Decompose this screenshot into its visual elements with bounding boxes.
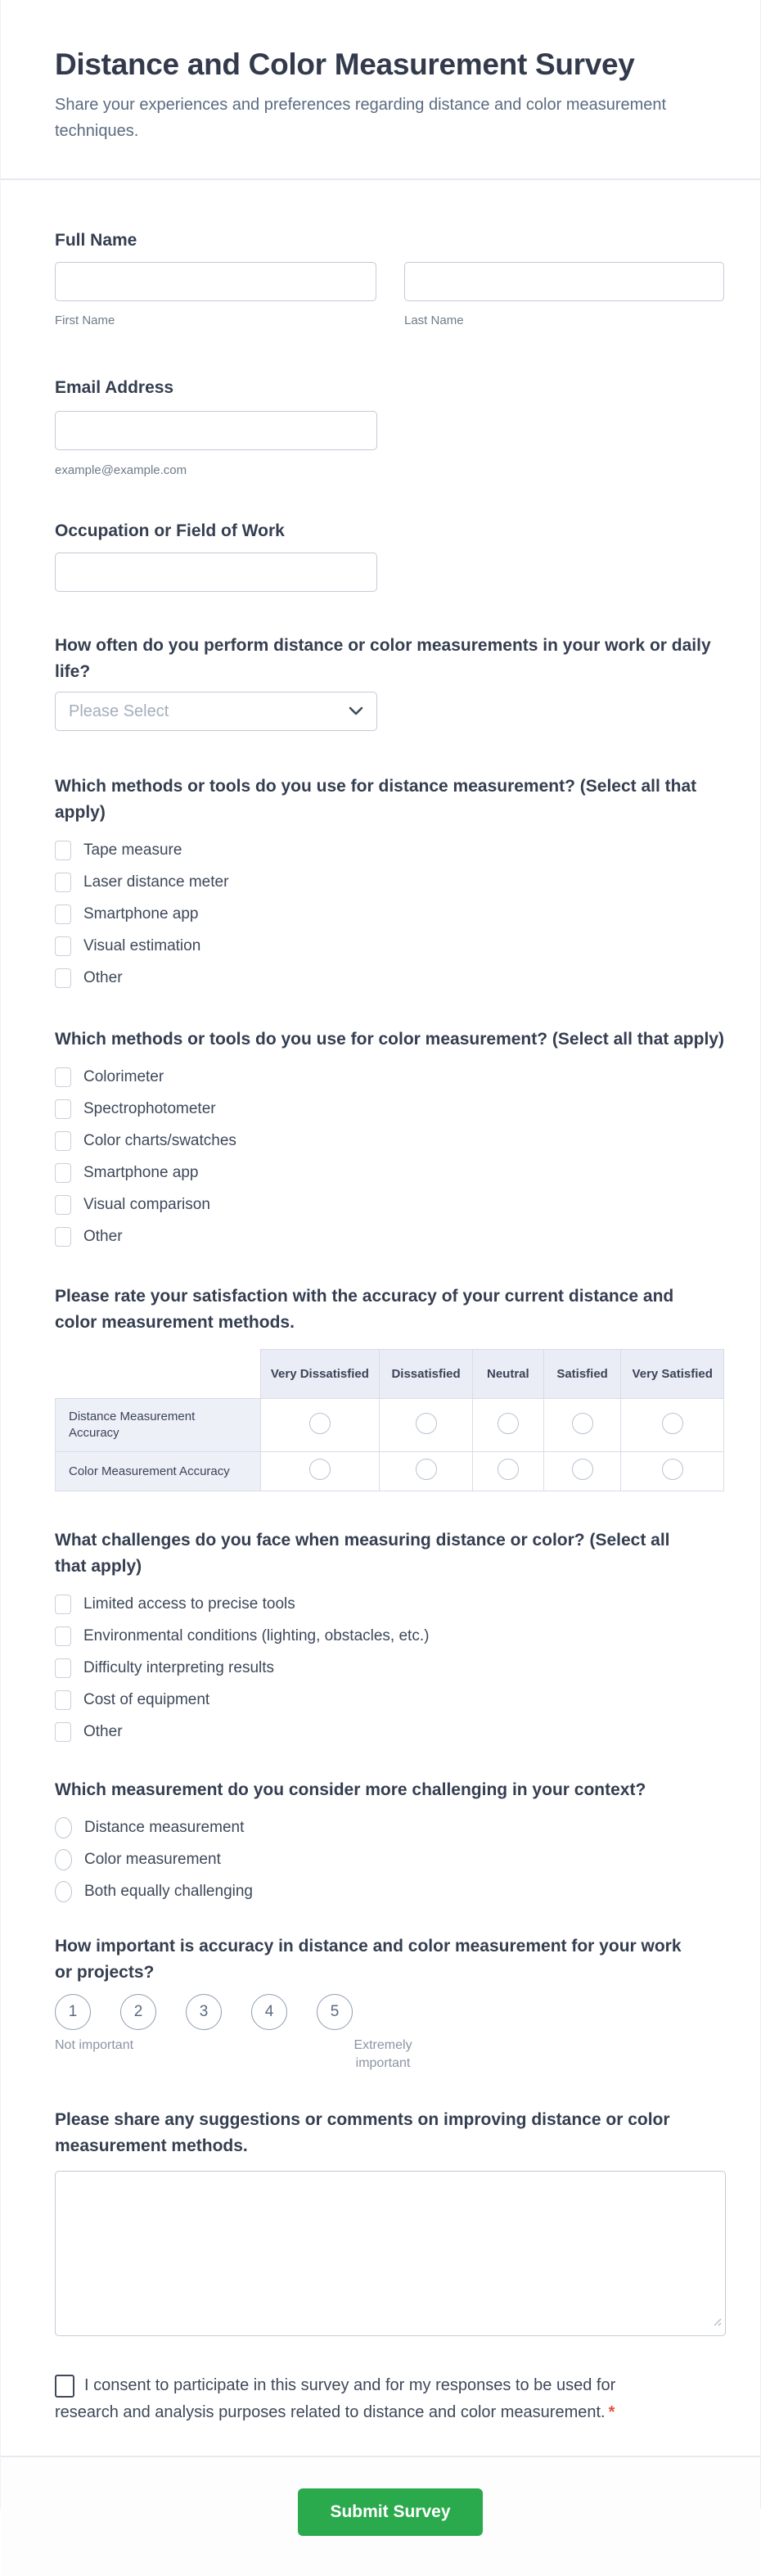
last-name-col	[404, 262, 724, 329]
option-label: Visual estimation	[83, 936, 201, 954]
question-more-challenging	[55, 1777, 724, 1907]
checkbox[interactable]	[55, 1658, 71, 1678]
checkbox-group-distance	[55, 834, 724, 994]
checkbox[interactable]	[55, 968, 71, 988]
form-body	[1, 180, 760, 2426]
matrix-cell	[380, 1399, 473, 1452]
checkbox-option[interactable]	[55, 1157, 724, 1189]
question-label: Which measurement do you consider more challenging in your context?	[55, 1780, 646, 1799]
checkbox-option[interactable]	[55, 1093, 724, 1125]
question-comments	[55, 2107, 724, 2336]
occupation-input[interactable]	[55, 553, 377, 592]
question-label: Please share any suggestions or comments on improving distance or color measurement methods.	[55, 2110, 670, 2155]
radio-button[interactable]	[55, 1881, 72, 1902]
checkbox[interactable]	[55, 905, 71, 924]
option-label: Other	[83, 968, 123, 986]
matrix-radio[interactable]	[416, 1413, 437, 1434]
question-occupation	[55, 518, 724, 592]
chevron-down-icon	[349, 706, 363, 716]
required-asterisk: *	[608, 2403, 615, 2421]
question-full-name	[55, 228, 724, 329]
matrix-col-header: Very Satisfied	[621, 1350, 724, 1399]
option-label: Tape measure	[83, 841, 182, 859]
email-input[interactable]	[55, 411, 377, 450]
checkbox-group-challenges	[55, 1588, 724, 1748]
first-name-input[interactable]	[55, 262, 376, 301]
option-label: Distance measurement	[84, 1818, 245, 1836]
satisfaction-matrix-table	[55, 1349, 724, 1491]
submit-button-row	[55, 2488, 726, 2536]
radio-option[interactable]	[55, 1811, 724, 1843]
scale-labels	[55, 2037, 724, 2074]
checkbox[interactable]	[55, 1195, 71, 1215]
checkbox[interactable]	[55, 936, 71, 956]
option-label: Colorimeter	[83, 1067, 164, 1085]
scale-option-2[interactable]: 2	[120, 1994, 156, 2030]
checkbox-option[interactable]	[55, 1652, 724, 1684]
frequency-select[interactable]	[55, 692, 377, 731]
radio-option[interactable]	[55, 1875, 724, 1907]
matrix-radio[interactable]	[416, 1459, 437, 1480]
consent-label: I consent to participate in this survey and for my responses to be used for research and analysis purposes related to distance and color measurement.	[55, 2376, 616, 2421]
question-satisfaction-matrix	[55, 1283, 724, 1491]
checkbox-option[interactable]	[55, 1125, 724, 1157]
option-label: Color charts/swatches	[83, 1131, 236, 1149]
checkbox-option[interactable]	[55, 962, 724, 994]
radio-group-more-challenging	[55, 1811, 724, 1907]
checkbox[interactable]	[55, 1722, 71, 1742]
question-distance-methods	[55, 774, 724, 994]
radio-button[interactable]	[55, 1849, 72, 1870]
checkbox-option[interactable]	[55, 930, 724, 962]
question-frequency	[55, 633, 724, 731]
form-footer	[1, 2457, 760, 2576]
matrix-row-color	[56, 1452, 724, 1491]
checkbox[interactable]	[55, 1067, 71, 1087]
option-label: Cost of equipment	[83, 1690, 210, 1708]
name-fields-row	[55, 262, 724, 329]
question-challenges	[55, 1527, 724, 1748]
option-label: Smartphone app	[83, 1163, 199, 1181]
option-label: Visual comparison	[83, 1195, 210, 1213]
scale-option-5[interactable]: 5	[317, 1994, 353, 2030]
checkbox-option[interactable]	[55, 1684, 724, 1716]
matrix-cell	[621, 1399, 724, 1452]
matrix-row-label: Distance Measurement Accuracy	[56, 1399, 261, 1452]
question-label: How often do you perform distance or color measurements in your work or daily life?	[55, 636, 711, 681]
form-header	[1, 0, 760, 144]
question-label: Full Name	[55, 231, 137, 250]
matrix-radio[interactable]	[498, 1413, 519, 1434]
matrix-cell	[380, 1452, 473, 1491]
checkbox-option[interactable]	[55, 866, 724, 898]
matrix-row-label: Color Measurement Accuracy	[56, 1452, 261, 1491]
last-name-sublabel: Last Name	[404, 314, 464, 327]
checkbox-option[interactable]	[55, 834, 724, 866]
matrix-cell	[472, 1452, 543, 1491]
submit-survey-button[interactable]: Submit Survey	[298, 2488, 483, 2536]
matrix-radio[interactable]	[309, 1459, 331, 1480]
consent-checkbox[interactable]	[55, 2375, 74, 2398]
scale-option-4[interactable]: 4	[251, 1994, 287, 2030]
option-label: Other	[83, 1227, 123, 1245]
checkbox-option[interactable]	[55, 1620, 724, 1652]
matrix-radio[interactable]	[572, 1413, 593, 1434]
option-label: Laser distance meter	[83, 873, 229, 891]
checkbox-group-color	[55, 1061, 724, 1252]
radio-option[interactable]	[55, 1843, 724, 1875]
matrix-cell	[543, 1452, 621, 1491]
matrix-radio[interactable]	[572, 1459, 593, 1480]
matrix-header-row	[56, 1350, 724, 1399]
checkbox[interactable]	[55, 1227, 71, 1247]
question-label: Occupation or Field of Work	[55, 521, 285, 540]
checkbox[interactable]	[55, 1099, 71, 1119]
option-label: Spectrophotometer	[83, 1099, 216, 1117]
checkbox-option[interactable]	[55, 1716, 724, 1748]
option-label: Smartphone app	[83, 905, 199, 923]
email-sublabel: example@example.com	[55, 463, 187, 477]
matrix-radio[interactable]	[309, 1413, 331, 1434]
matrix-col-header: Satisfied	[543, 1350, 621, 1399]
option-label: Difficulty interpreting results	[83, 1658, 275, 1676]
select-placeholder: Please Select	[69, 702, 169, 720]
first-name-col	[55, 262, 376, 329]
question-label: Please rate your satisfaction with the accuracy of your current distance and color measurement methods.	[55, 1287, 674, 1332]
matrix-row-distance	[56, 1399, 724, 1452]
checkbox-option[interactable]	[55, 1588, 724, 1620]
matrix-radio[interactable]	[662, 1413, 683, 1434]
first-name-sublabel: First Name	[55, 314, 115, 327]
checkbox[interactable]	[55, 873, 71, 892]
question-color-methods	[55, 1026, 724, 1252]
matrix-col-header: Neutral	[472, 1350, 543, 1399]
checkbox[interactable]	[55, 1690, 71, 1710]
scale-option-1[interactable]: 1	[55, 1994, 91, 2030]
rating-scale	[55, 1994, 724, 2030]
question-label: Which methods or tools do you use for color measurement? (Select all that apply)	[55, 1030, 724, 1049]
option-label: Color measurement	[84, 1850, 221, 1868]
checkbox-option[interactable]	[55, 1220, 724, 1252]
question-label: Email Address	[55, 378, 174, 397]
textarea-wrapper	[55, 2171, 726, 2336]
form-subtitle: Share your experiences and preferences regarding distance and color measurement techniques.	[55, 96, 667, 140]
checkbox[interactable]	[55, 1595, 71, 1614]
checkbox[interactable]	[55, 1131, 71, 1151]
option-label: Other	[83, 1722, 123, 1740]
comments-textarea[interactable]	[55, 2171, 726, 2336]
question-email	[55, 375, 724, 479]
matrix-col-header: Dissatisfied	[380, 1350, 473, 1399]
checkbox-option[interactable]	[55, 1189, 724, 1220]
last-name-input[interactable]	[404, 262, 724, 301]
question-label: What challenges do you face when measuring distance or color? (Select all that apply)	[55, 1531, 670, 1576]
form-title: Distance and Color Measurement Survey	[55, 47, 635, 81]
question-importance-scale	[55, 1933, 724, 2074]
matrix-col-header: Very Dissatisfied	[260, 1350, 379, 1399]
matrix-cell	[543, 1399, 621, 1452]
matrix-cell	[621, 1452, 724, 1491]
radio-button[interactable]	[55, 1817, 72, 1838]
checkbox[interactable]	[55, 841, 71, 860]
matrix-radio[interactable]	[498, 1459, 519, 1480]
checkbox[interactable]	[55, 1626, 71, 1646]
question-label: How important is accuracy in distance and color measurement for your work or projects?	[55, 1937, 682, 1982]
matrix-radio[interactable]	[662, 1459, 683, 1480]
scale-max-label: Extremely important	[353, 2038, 412, 2070]
option-label: Environmental conditions (lighting, obstacles, etc.)	[83, 1626, 430, 1644]
matrix-corner-cell	[56, 1350, 261, 1399]
scale-option-3[interactable]: 3	[186, 1994, 222, 2030]
option-label: Both equally challenging	[84, 1882, 253, 1900]
checkbox-option[interactable]	[55, 1061, 724, 1093]
question-consent	[55, 2372, 628, 2426]
option-label: Limited access to precise tools	[83, 1595, 295, 1613]
resize-handle-icon[interactable]	[712, 2316, 722, 2330]
checkbox-option[interactable]	[55, 898, 724, 930]
matrix-cell	[260, 1452, 379, 1491]
scale-min-label: Not important	[55, 2038, 134, 2052]
matrix-cell	[472, 1399, 543, 1452]
matrix-cell	[260, 1399, 379, 1452]
question-label: Which methods or tools do you use for distance measurement? (Select all that apply)	[55, 777, 697, 822]
checkbox[interactable]	[55, 1163, 71, 1183]
